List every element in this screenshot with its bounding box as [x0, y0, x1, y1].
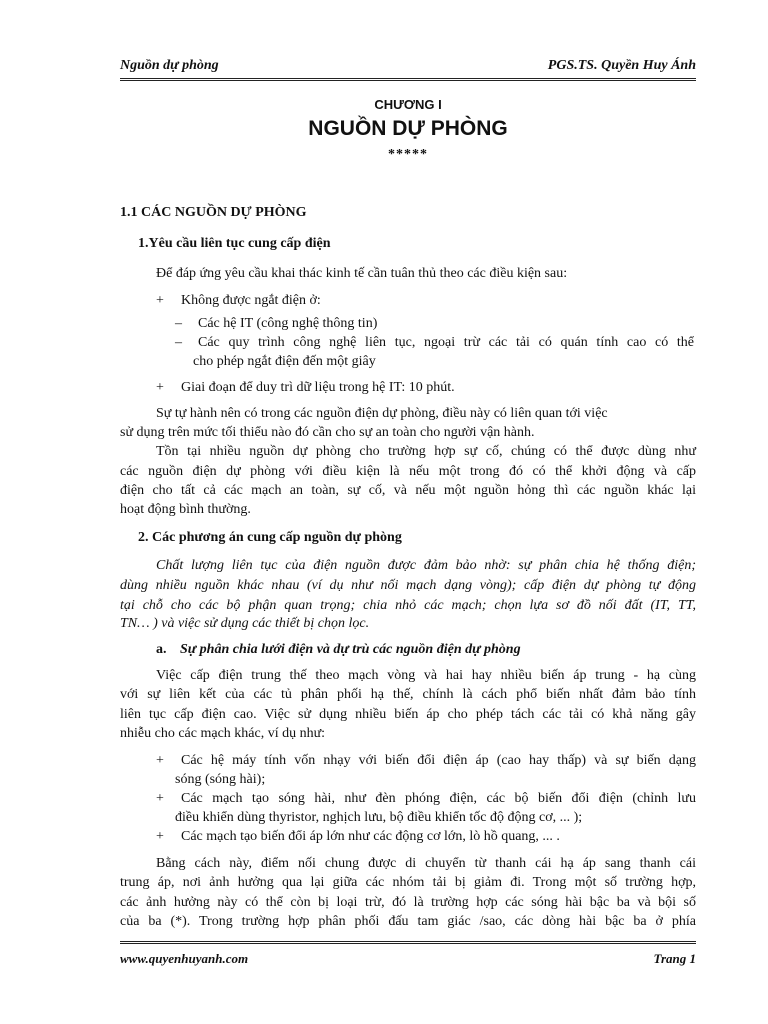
- paragraph-line: Sự tự hành nên có trong các nguồn điện dự phòng, điều này có liên quan tới việc: [156, 406, 608, 421]
- bullet-marker: +: [156, 829, 164, 844]
- header-rule: [120, 78, 696, 81]
- paragraph-line: Tồn tại nhiều nguồn dự phòng cho trường hợp sự cố, chúng có thể được dùng như: [156, 444, 696, 459]
- bullet-marker: +: [156, 791, 164, 806]
- item-heading-a: Sự phân chia lưới điện và dự trù các nguồn điện dự phòng: [180, 642, 521, 657]
- chapter-title: NGUỒN DỰ PHÒNG: [308, 117, 508, 140]
- bullet-marker: +: [156, 753, 164, 768]
- header-right: PGS.TS. Quyền Huy Ánh: [547, 58, 696, 73]
- subsection-heading-1: 1.Yêu cầu liên tục cung cấp điện: [138, 236, 331, 251]
- dash-item: Các quy trình công nghệ liên tục, ngoại trừ các tải có quán tính cao có thể: [198, 335, 694, 350]
- chapter-label: CHƯƠNG I: [374, 97, 442, 112]
- paragraph-line: hoạt động bình thường.: [120, 502, 251, 517]
- italic-paragraph-line: tại chỗ cho các bộ phận quan trọng; chia nhỏ các mạch; chọn lựa sơ đồ nối đất (IT, TT,: [120, 598, 696, 613]
- subsection-heading-2: 2. Các phương án cung cấp nguồn dự phòng: [138, 530, 402, 545]
- bullet-item-cont: điều khiển dùng thyristor, nghịch lưu, bộ điều khiển tốc độ động cơ, ... );: [175, 810, 583, 825]
- section-heading-1-1: 1.1 CÁC NGUỒN DỰ PHÒNG: [120, 205, 307, 220]
- bullet-marker: +: [156, 293, 164, 308]
- paragraph-line: điện cho tất cả các mạch an toàn, sự cố, và nếu một nguồn hỏng thì các nguồn khác lại: [120, 483, 696, 498]
- bullet-marker: +: [156, 380, 164, 395]
- bullet-item: Các hệ máy tính vốn nhạy với biến đổi điện áp (cao hay thấp) và sự biến dạng: [181, 753, 696, 768]
- paragraph-line: các nguồn điện dự phòng với điều kiện là nếu một trong đó có thể khởi động và cấp: [120, 464, 696, 479]
- dash-marker: –: [175, 335, 182, 350]
- dash-marker: –: [175, 316, 182, 331]
- italic-paragraph-line: Chất lượng liên tục của điện nguồn được đảm bảo nhờ: sự phân chia hệ thống điện;: [156, 558, 696, 573]
- paragraph-line: liên tục cấp điện cao. Việc sử dụng nhiều biến áp cho phép tách các tải có khả năng gây: [120, 707, 696, 722]
- header-left: Nguồn dự phòng: [120, 58, 219, 73]
- item-label-a: a.: [156, 642, 167, 657]
- bullet-item: Không được ngắt điện ở:: [181, 293, 321, 308]
- dash-item-cont: cho phép ngắt điện đến một giây: [193, 354, 376, 369]
- paragraph-line: với sự liên kết của các tủ phân phối hạ thế, chính là cách phổ biến nhất đảm bảo tính: [120, 687, 696, 702]
- italic-paragraph-line: TN… ) và việc sử dụng các thiết bị chọn lọc.: [120, 616, 370, 631]
- paragraph-intro: Để đáp ứng yêu cầu khai thác kinh tế cần tuân thủ theo các điều kiện sau:: [156, 266, 568, 281]
- bullet-item: Giai đoạn để duy trì dữ liệu trong hệ IT: 10 phút.: [181, 380, 455, 395]
- chapter-stars: *****: [388, 147, 428, 162]
- paragraph-line: của ba (*). Trong trường hợp phân phối đấu tam giác /sao, các dòng hài bậc ba ở phía: [120, 914, 696, 929]
- bullet-item-cont: sóng (sóng hài);: [175, 772, 266, 787]
- paragraph-line: trung áp, nơi ảnh hưởng qua lại giữa các nhóm tải bị giảm đi. Trong một số trường hợp,: [120, 875, 696, 890]
- paragraph-line: Việc cấp điện trung thế theo mạch vòng và hai hay nhiều biến áp trung - hạ cùng: [156, 668, 696, 683]
- italic-paragraph-line: dùng nhiều nguồn khác nhau (ví dụ như nối mạch dạng vòng); cấp điện dự phòng tự động: [120, 578, 696, 593]
- paragraph-line: Bằng cách này, điểm nối chung được di chuyển từ thanh cái hạ áp sang thanh cái: [156, 856, 696, 871]
- bullet-item: Các mạch tạo sóng hài, như đèn phóng điện, các bộ biến đổi điện (chỉnh lưu: [181, 791, 696, 806]
- paragraph-line: các ảnh hưởng này có thể còn bị loại trừ, đó là trường hợp các sóng hài bậc ba và bội số: [120, 895, 696, 910]
- footer-rule: [120, 941, 696, 944]
- footer-page-number: Trang 1: [653, 951, 696, 966]
- paragraph-line: nhiễu cho các mạch khác, ví dụ như:: [120, 726, 326, 741]
- paragraph-line: sử dụng trên mức tối thiểu nào đó cần cho sự an toàn cho người vận hành.: [120, 425, 535, 440]
- bullet-item: Các mạch tạo biến đổi áp lớn như các động cơ lớn, lò hồ quang, ... .: [181, 829, 560, 844]
- footer-website: www.quyenhuyanh.com: [120, 951, 249, 966]
- dash-item: Các hệ IT (công nghệ thông tin): [198, 316, 378, 331]
